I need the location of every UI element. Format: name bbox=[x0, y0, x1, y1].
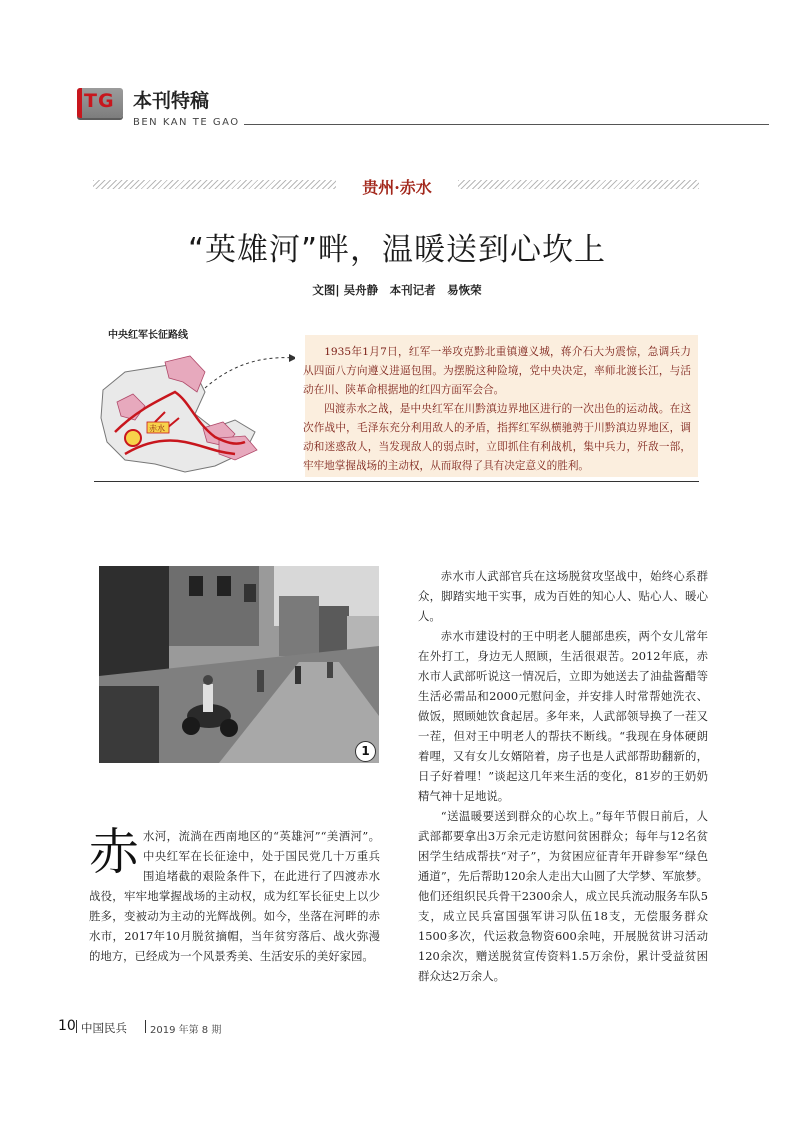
intro-divider bbox=[94, 481, 699, 482]
magazine-name: 中国民兵 bbox=[81, 1021, 127, 1035]
article-kicker: 贵州·赤水 bbox=[362, 178, 432, 197]
footer-divider bbox=[76, 1020, 77, 1033]
section-title: 本刊特稿 bbox=[133, 90, 210, 112]
header-rule bbox=[244, 124, 769, 125]
hatch-band-right bbox=[458, 180, 699, 189]
photo-number: 1 bbox=[355, 741, 376, 762]
hatch-band-left bbox=[93, 180, 336, 189]
map-place-label: 赤水 bbox=[149, 424, 165, 433]
intro-paragraph: 1935年1月7日，红军一举攻克黔北重镇遵义城，蒋介石大为震惊，急调兵力从四面八方向遵义进逼包围。为摆脱这种险境，党中央决定，率师北渡长江，与活动在川、陕革命根据地的红四方面军会合。 bbox=[303, 346, 691, 396]
body-paragraph: “送温暖要送到群众的心坎上。”每年节假日前后，人武部都要拿出3万余元走访慰问贫困群众；每年与12名贫困学生结成帮扶“对子”，为贫困应征青年开辟参军“绿色通道”，先后帮助120余人走出大山圆了大学梦、军旅梦。他们还组织民兵骨干2300余人，成立民兵流动服务车队5支，成立民兵富国强军讲习队伍18支，无偿服务群众1500多次，代运救急物资600余吨，开展脱贫讲习活动120余次，赠送脱贫宣传资料1.5万余份，累计受益贫困群众达2万余人。 bbox=[418, 809, 708, 983]
tg-badge-accent bbox=[77, 88, 82, 118]
article-headline: “英雄河”畔，温暖送到心坎上 bbox=[187, 232, 607, 268]
body-paragraph: 赤水市人武部官兵在这场脱贫攻坚战中，始终心系群众，脚踏实地干实事，成为百姓的知心人、贴心人、暖心人。 bbox=[418, 569, 708, 623]
intro-text bbox=[303, 343, 691, 476]
intro-paragraph: 四渡赤水之战，是中央红军在川黔滇边界地区进行的一次出色的运动战。在这次作战中，毛泽东充分利用敌人的矛盾，指挥红军纵横驰骋于川黔滇边界地区，调动和迷惑敌人，当发现敌人的弱点时，立即抓住有利战机，集中兵力，歼敌一部，牢牢地掌握战场的主动权，从而取得了具有决定意义的胜利。 bbox=[303, 403, 691, 472]
street-photo bbox=[99, 566, 379, 763]
body-lead-paragraph: 水河，流淌在西南地区的“英雄河”“美酒河”。中央红军在长征途中，处于国民党几十万重兵围追堵截的艰险条件下，在此进行了四渡赤水战役，牢牢地掌握战场的主动权，成为红军长征史上以少胜多，变被动为主动的光辉战例。如今，坐落在河畔的赤水市，2017年10月脱贫摘帽，当年贫穷落后、战火弥漫的地方，已经成为一个风景秀美、生活安乐的美好家园。 bbox=[89, 829, 380, 963]
issue-label: 2019 年第 8 期 bbox=[150, 1025, 222, 1036]
footer-divider bbox=[145, 1020, 146, 1033]
drop-cap: 赤 bbox=[89, 823, 139, 881]
body-paragraph: 赤水市建设村的王中明老人腿部患疾，两个女儿常年在外打工，身边无人照顾，生活很艰苦。2012年底，赤水市人武部听说这一情况后，立即为她送去了油盐酱醋等生活必需品和2000元慰问金，并安排人时常帮她洗衣、做饭，照顾她饮食起居。多年来，人武部领导换了一茬又一茬，但对王中明老人的帮扶不断线。“我现在身体硬朗着哩，又有女儿女婿陪着，房子也是人武部帮助翻新的，日子好着哩！”谈起这几年来生活的变化，81岁的王奶奶精气神十足地说。 bbox=[418, 629, 708, 803]
long-march-route-map bbox=[95, 342, 295, 476]
body-right-column bbox=[418, 566, 708, 986]
body-left-column bbox=[89, 823, 380, 966]
section-subtitle: BEN KAN TE GAO bbox=[133, 117, 240, 128]
map-label: 中央红军长征路线 bbox=[108, 330, 188, 341]
article-byline: 文图| 吴舟静 本刊记者 易恢荣 bbox=[312, 283, 482, 297]
page-number: 10 bbox=[58, 1018, 76, 1034]
tg-badge-text: TG bbox=[84, 90, 115, 112]
